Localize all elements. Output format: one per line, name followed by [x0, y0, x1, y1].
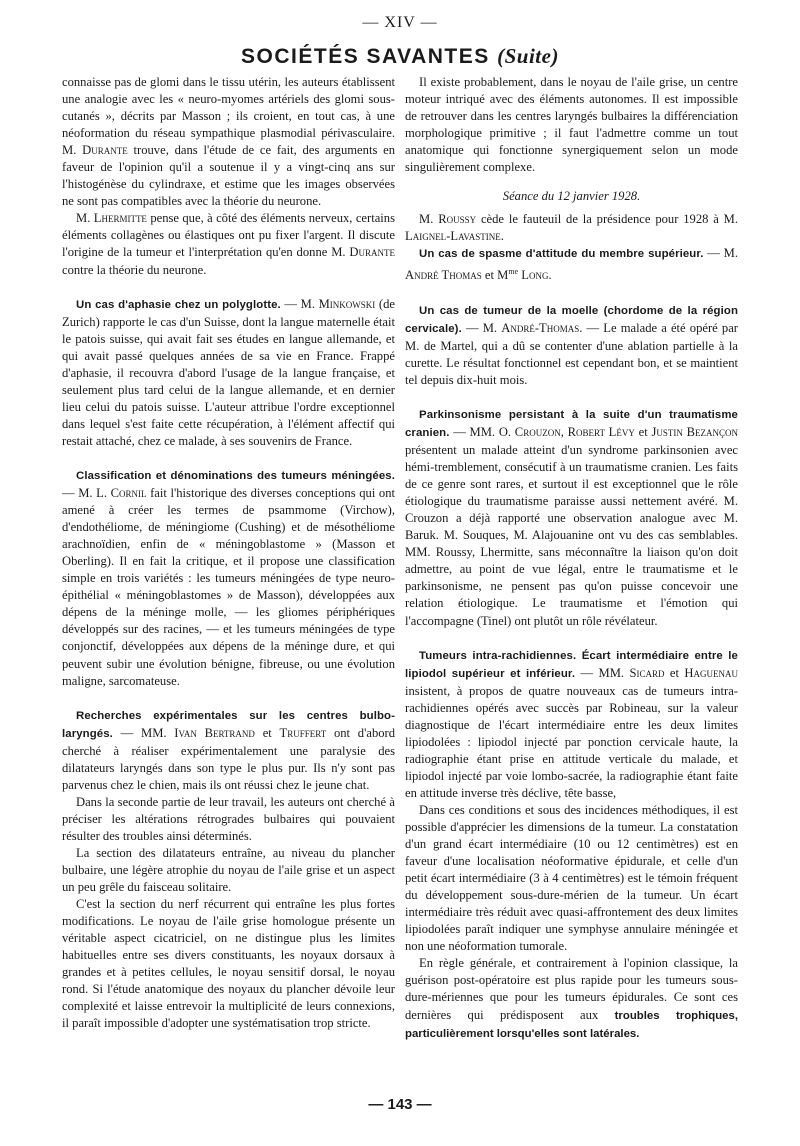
bold-conclusion: troubles trophiques, particulièrement lorsqu'elles sont latérales.: [405, 1009, 738, 1040]
author-name: Minkowski: [318, 296, 376, 311]
header-suite: (Suite): [497, 44, 559, 68]
left-paragraph: Dans la seconde partie de leur travail, les auteurs ont cherché à préciser les altérations rétrogrades bulbaires qui pouvaient résulter des troubles ainsi déterminés.: [62, 794, 395, 843]
author-name: Haguenau: [684, 665, 738, 680]
article-heading: Un cas de spasme d'attitude du membre supérieur.: [419, 248, 704, 261]
author-name: Truffert: [279, 725, 327, 740]
presidency-note: M. Roussy cède le fauteuil de la présidence pour 1928 à M. Laignel-Lavastine.: [405, 212, 738, 244]
author-name: Durante: [82, 143, 128, 158]
right-column: [405, 74, 738, 1043]
article-heading: Un cas de tumeur de la moelle (chordome de la région cervicale).: [405, 304, 738, 335]
left-paragraph-1: connaisse pas de glomi dans le tissu utérin, les auteurs établissent une analogie avec les « neuro-myomes artériels des glomi sous-cutanés », décrits par Masson ; ils croient, en tout cas, à une néoformation du réseau sympathique plasmodial périvasculaire. M. Durante trouve, dans l'étude de ce fait, des arguments en faveur de l'opinion qu'il a soutenue il y a vingt-cinq ans sur l'histogénèse du cylindraxe, et estime que les images observées ne sont pas compatibles avec la théorie du neurone.: [62, 75, 396, 209]
article-heading: Tumeurs intra-rachidiennes. Écart intermédiaire entre le lipiodol supérieur et inférieur.: [405, 649, 738, 680]
author-name: Robert Lévy: [567, 424, 635, 439]
right-paragraph-last: En règle générale, et contrairement à l'opinion classique, la guérison post-opératoire est plus rapide pour les tumeurs sous-dure-mériennes que pour les tumeurs épidurales. Ce sont ces dernières qui prédisposent aux troubles trophiques, particulièrement lorsqu'elles sont latérales.: [405, 956, 738, 1040]
article-heading: Un cas d'aphasie chez un polyglotte.: [76, 298, 281, 311]
article-centres-bulbo-larynges: Recherches expérimentales sur les centres bulbo-laryngés. — MM. Ivan Bertrand et Truffert ont d'abord cherché à réaliser expérimentalement une paralysie des dilatateurs laryngés dans son type le plus pur. Ils n'y sont pas parvenus chez le chien, mais ils ont réussi chez le jeune chat.: [62, 709, 396, 792]
article-chordome: Un cas de tumeur de la moelle (chordome de la région cervicale). — M. André-Thomas. — Le malade a été opéré par M. de Martel, qui a dû se contenter d'une ablation partielle à la curette. Le résultat fonctionnel est cependant bon, et se maintient tel depuis dix-huit mois.: [405, 304, 738, 387]
article-tumeurs-intra-rachidiennes: Tumeurs intra-rachidiennes. Écart intermédiaire entre le lipiodol supérieur et inférieur. — MM. Sicard et Haguenau insistent, à propos de quatre nouveaux cas de tumeurs intra-rachidiennes opérés avec succès par Robineau, sur la valeur diagnostique de l'écart intermédiaire entre les deux limites lipiodolées : lipiodol injecté par ponction cervicale haute, la radiographie étant prise en attitude verticale du malade, et lipiodol injecté par voie lombo-sacrée, la radiographie étant faite en attitude inverse très déclive, tête basse,: [405, 649, 738, 800]
author-name: André-Thomas: [501, 320, 580, 335]
left-paragraph: C'est la section du nerf récurrent qui entraîne les plus fortes modifications. Le noyau de l'aile grise homologue présente un véritable aspect cicatriciel, on ne distingue plus les limites habituelles entre ses divers constituants, les noyaux dorsaux à grandes et à petites cellules, le noyau sensitif dorsal, le noyau rond. Si l'étude anatomique des noyaux du plancher dévoile leur complexité et laisse entrevoir la multiplicité de leurs connexions, il paraît impossible d'adopter une systématisation trop stricte.: [62, 897, 395, 1031]
left-paragraph-2: M. Lhermitte pense que, à côté des éléments nerveux, certains éléments collagènes ou élastiques ont pu fixer l'argent. Il discute l'origine de la tumeur et l'interprétation qu'en donne M. Durante contre la théorie du neurone.: [62, 211, 396, 277]
author-name: Cornil: [110, 486, 147, 501]
author-name: Lhermitte: [93, 211, 147, 226]
author-name: André Thomas: [405, 268, 482, 283]
author-name: Laignel-Lavastine: [405, 229, 501, 244]
left-column: [62, 74, 395, 1032]
article-tumeurs-meningees: Classification et dénominations des tumeurs méningées. — M. L. Cornil fait l'historique des diverses conceptions qui ont amené à créer les termes de psammome (Virchow), d'endothéliome, de méningiome (Cushing) et de mésothéliome arachnoïdien, enfin de « méningoblastome » (Masson et Oberling). Il en fait la critique, et il propose une classification simple en trois variétés : les tumeurs méningées de type neuro-épithélial « méningoblastomes » de Masson), développées aux dépens de la méninge molle, — les gliomes périphériques développés sur des racines, — et les tumeurs méningées de type conjonctif, développées aux dépens de la méninge dure, et qui peuvent subir une évolution bénigne, fibreuse, ou une évolution maligne, sarcomateuse.: [62, 469, 396, 688]
author-name: Roussy: [438, 212, 477, 227]
header-title: SOCIÉTÉS SAVANTES: [241, 45, 490, 68]
article-heading: Recherches expérimentales sur les centres bulbo-laryngés.: [62, 709, 395, 740]
session-date: Séance du 12 janvier 1928.: [502, 189, 641, 204]
section-header: [0, 44, 800, 69]
article-heading: Classification et dénominations des tumeurs méningées.: [76, 469, 395, 482]
right-paragraph-1: Il existe probablement, dans le noyau de l'aile grise, un centre moteur intriqué avec des éléments autonomes. Il est impossible de retrouver dans les centres laryngés bulbaires la différenciation morphologique primitive ; il faut l'admettre comme un tout anatomique qui fonctionne synergiquement selon un mode singulièrement complexe.: [405, 75, 738, 175]
left-paragraph: La section des dilatateurs entraîne, au niveau du plancher bulbaire, une légère atrophie du noyau de l'aile grise et un aspect un peu grêle du faisceau solitaire.: [62, 845, 395, 895]
author-name: Sicard: [629, 665, 665, 680]
roman-folio: — XIV —: [362, 14, 438, 31]
author-name: Long: [521, 268, 549, 283]
author-name: Durante: [349, 245, 396, 260]
article-spasme: Un cas de spasme d'attitude du membre supérieur. — M. André Thomas et $M^{me}$ Long.: [405, 246, 738, 283]
article-heading: Parkinsonisme persistant à la suite d'un traumatisme cranien.: [405, 408, 738, 439]
article-aphasie: Un cas d'aphasie chez un polyglotte. — M. Minkowski (de Zurich) rapporte le cas d'un Suisse, dont la langue maternelle était le patois suisse, qui avait fait ses études en langue allemande, et qui avait passé quelques années de sa vie en France. Frappé d'aphasie, il recouvra d'abord l'usage de la langue française, et seulement plus tard celui de la langue allemande, et en dernier lieu celui du patois suisse. L'auteur attribue l'ordre exceptionnel dans lequel s'est faite cette récupération, à l'élément affectif qui restait attaché, chez ce malade, à ses souvenirs de France.: [62, 296, 395, 448]
article-parkinsonisme: Parkinsonisme persistant à la suite d'un traumatisme cranien. — MM. O. Crouzon, Robert Lévy et Justin Bezançon présentent un malade atteint d'un syndrome parkinsonien avec hémi-tremblement, consécutif à un traumatisme cranien. Les faits de ce genre sont rares, et surtout il est exceptionnel que le rôle étiologique du traumatisme paraisse aussi nettement avéré. M. Crouzon a déjà rapporté une observation analogue avec M. Baruk. M. Souques, M. Alajouanine ont vu des cas semblables. MM. Roussy, Lhermitte, sans méconnaître la liaison qu'on doit admettre, au point de vue légal, entre le traumatisme et le parkinsonisme, ne pensent pas qu'on puisse concevoir une relation étiologique. Le traumatisme et l'émotion qui l'accompagne (Tinel) ont plutôt un rôle révélateur.: [405, 408, 738, 628]
author-name: Crouzon: [514, 424, 561, 439]
author-name: Ivan Bertrand: [174, 725, 255, 740]
author-name: Justin Bezançon: [651, 424, 738, 439]
page-number: — 143 —: [368, 1096, 432, 1113]
right-paragraph: Dans ces conditions et sous des incidences méthodiques, il est possible d'apprécier les dimensions de la tumeur. La constatation d'un grand écart intermédiaire (10 ou 12 centimètres) est en faveur d'une localisation néoformative épidurale, et celle d'un petit écart intermédiaire (3 à 4 centimètres) est le témoin fréquent du développement sous-dure-mérien de la tumeur. Un écart intermédiaire très réduit avec quasi-affrontement des deux limites lipiodolées paraît indiquer une symphyse annulaire méningée et non une néoformation tumorale.: [405, 802, 738, 954]
